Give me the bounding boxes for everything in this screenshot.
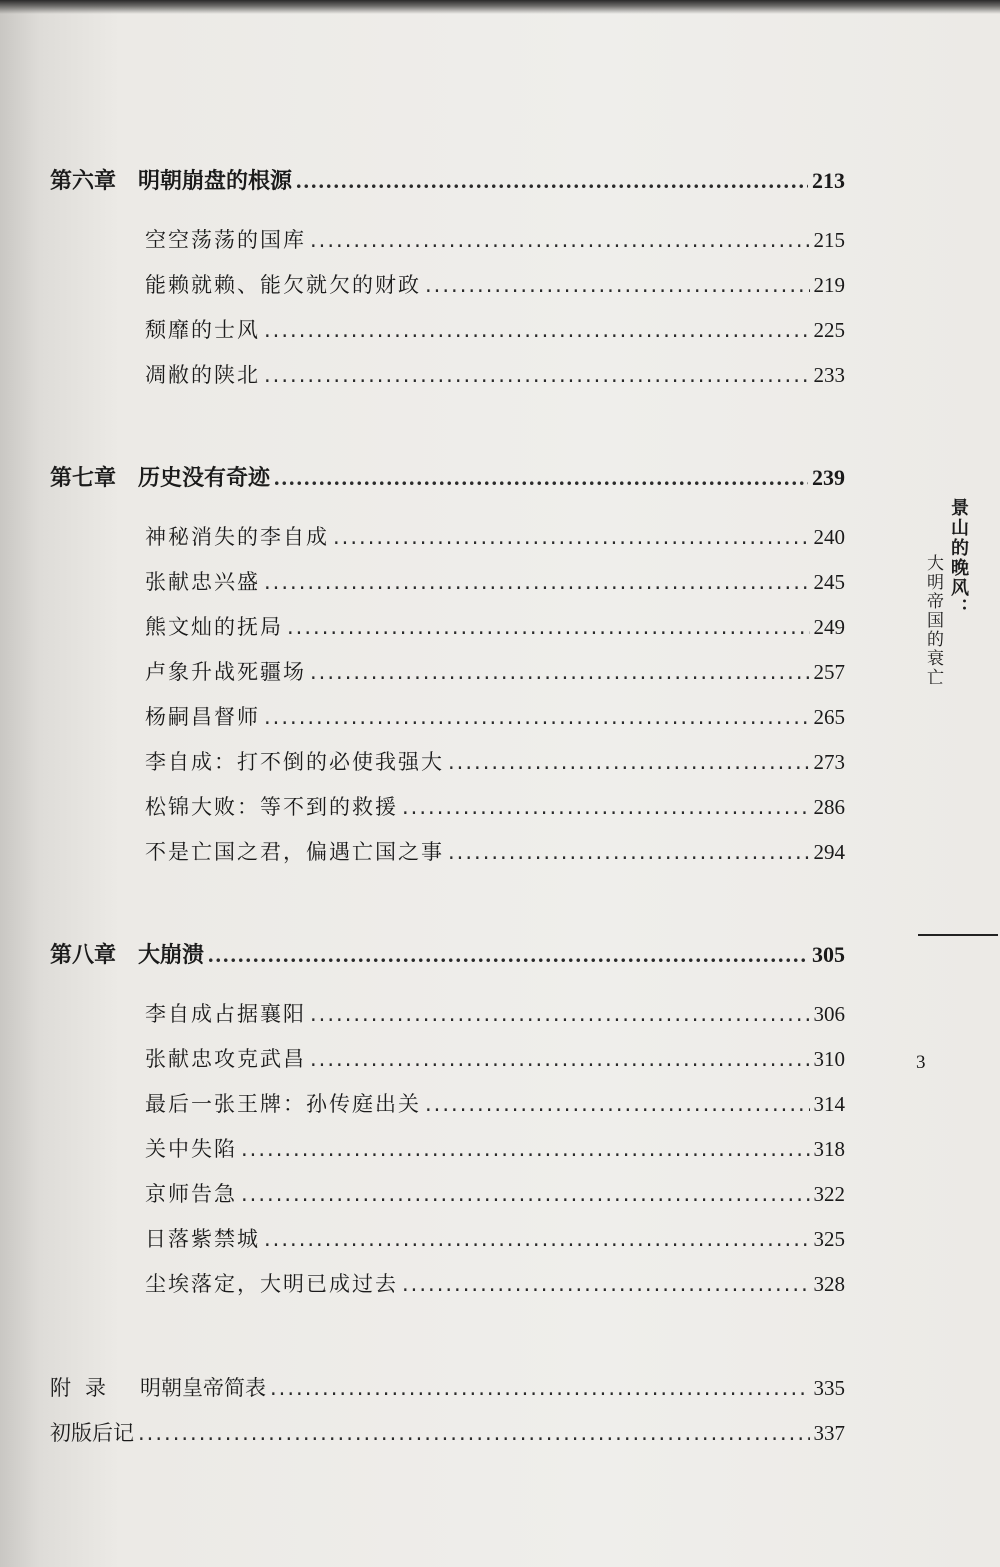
section-page-number: 314 bbox=[813, 1092, 845, 1116]
section-page-number: 215 bbox=[813, 228, 845, 252]
section-title: 最后一张王牌：孙传庭出关 bbox=[145, 1092, 421, 1116]
chapter-page-number: 239 bbox=[812, 465, 845, 490]
dot-leader bbox=[264, 318, 810, 342]
section-title: 李自成：打不倒的必使我强大 bbox=[145, 750, 444, 774]
toc-section[interactable] bbox=[145, 1268, 845, 1298]
section-page-number: 257 bbox=[813, 660, 845, 684]
dot-leader bbox=[241, 1182, 810, 1206]
toc-section[interactable] bbox=[145, 1088, 845, 1118]
section-page-number: 245 bbox=[813, 570, 845, 594]
dot-leader bbox=[296, 168, 808, 194]
section-page-number: 328 bbox=[813, 1272, 845, 1296]
chapter-title: 历史没有奇迹 bbox=[138, 465, 271, 490]
section-page-number: 273 bbox=[813, 750, 845, 774]
section-page-number: 294 bbox=[813, 840, 845, 864]
section-title: 卢象升战死疆场 bbox=[145, 660, 306, 684]
dot-leader bbox=[287, 615, 810, 639]
section-title: 京师告急 bbox=[145, 1182, 237, 1206]
book-title: 景山的晚风： bbox=[948, 498, 969, 618]
chapter-page-number: 213 bbox=[812, 168, 845, 193]
section-title: 空空荡荡的国库 bbox=[145, 228, 306, 252]
dot-leader bbox=[138, 1421, 810, 1445]
toc-section[interactable] bbox=[145, 611, 845, 641]
dot-leader bbox=[425, 1092, 810, 1116]
section-title: 颓靡的士风 bbox=[145, 318, 260, 342]
toc-section[interactable] bbox=[145, 656, 845, 686]
toc-chapter-8[interactable] bbox=[50, 938, 845, 969]
toc-section[interactable] bbox=[145, 791, 845, 821]
toc-section[interactable] bbox=[145, 746, 845, 776]
section-title: 杨嗣昌督师 bbox=[145, 705, 260, 729]
dot-leader bbox=[448, 840, 810, 864]
running-header bbox=[922, 498, 982, 728]
dot-leader bbox=[310, 660, 810, 684]
dot-leader bbox=[264, 363, 810, 387]
dot-leader bbox=[310, 228, 810, 252]
section-title: 李自成占据襄阳 bbox=[145, 1002, 306, 1026]
chapter-title: 明朝崩盘的根源 bbox=[138, 168, 293, 193]
dot-leader bbox=[274, 465, 808, 491]
section-page-number: 306 bbox=[813, 1002, 845, 1026]
chapter-label: 第七章 bbox=[50, 465, 117, 490]
page-number: 3 bbox=[916, 1052, 926, 1073]
appendix-title: 明朝皇帝简表 bbox=[140, 1376, 266, 1400]
toc-section[interactable] bbox=[145, 1133, 845, 1163]
appendix-label: 附录 bbox=[50, 1376, 120, 1400]
dot-leader bbox=[264, 1227, 810, 1251]
dot-leader bbox=[264, 705, 810, 729]
toc-chapter-6[interactable] bbox=[50, 164, 845, 195]
section-page-number: 318 bbox=[813, 1137, 845, 1161]
section-page-number: 265 bbox=[813, 705, 845, 729]
section-title: 张献忠攻克武昌 bbox=[145, 1047, 306, 1071]
dot-leader bbox=[310, 1002, 810, 1026]
afterword-title: 初版后记 bbox=[50, 1421, 134, 1445]
section-title: 关中失陷 bbox=[145, 1137, 237, 1161]
section-title: 能赖就赖、能欠就欠的财政 bbox=[145, 273, 421, 297]
toc-section[interactable] bbox=[145, 521, 845, 551]
section-title: 日落紫禁城 bbox=[145, 1227, 260, 1251]
chapter-label: 第六章 bbox=[50, 168, 117, 193]
section-page-number: 286 bbox=[813, 795, 845, 819]
dot-leader bbox=[270, 1376, 810, 1400]
chapter-page-number: 305 bbox=[812, 942, 845, 967]
section-page-number: 249 bbox=[813, 615, 845, 639]
dot-leader bbox=[425, 273, 810, 297]
section-page-number: 325 bbox=[813, 1227, 845, 1251]
section-page-number: 225 bbox=[813, 318, 845, 342]
toc-section[interactable] bbox=[145, 314, 845, 344]
toc-section[interactable] bbox=[145, 269, 845, 299]
dot-leader bbox=[448, 750, 810, 774]
toc-chapter-7[interactable] bbox=[50, 461, 845, 492]
dot-leader bbox=[241, 1137, 810, 1161]
toc-afterword[interactable] bbox=[50, 1417, 845, 1447]
toc-section[interactable] bbox=[145, 998, 845, 1028]
section-page-number: 219 bbox=[813, 273, 845, 297]
book-subtitle: 大明帝国的衰亡 bbox=[923, 554, 943, 687]
toc-section[interactable] bbox=[145, 701, 845, 731]
dot-leader bbox=[208, 942, 808, 968]
toc-section[interactable] bbox=[145, 836, 845, 866]
side-divider bbox=[918, 934, 998, 936]
section-title: 不是亡国之君，偏遇亡国之事 bbox=[145, 840, 444, 864]
section-page-number: 322 bbox=[813, 1182, 845, 1206]
section-page-number: 233 bbox=[813, 363, 845, 387]
toc-appendix[interactable] bbox=[50, 1372, 845, 1402]
dot-leader bbox=[402, 1272, 810, 1296]
dot-leader bbox=[264, 570, 810, 594]
toc-section[interactable] bbox=[145, 1223, 845, 1253]
toc-section[interactable] bbox=[145, 224, 845, 254]
section-page-number: 310 bbox=[813, 1047, 845, 1071]
toc-section[interactable] bbox=[145, 1178, 845, 1208]
toc-section[interactable] bbox=[145, 1043, 845, 1073]
section-title: 张献忠兴盛 bbox=[145, 570, 260, 594]
afterword-page-number: 337 bbox=[813, 1421, 845, 1445]
dot-leader bbox=[402, 795, 810, 819]
dot-leader bbox=[333, 525, 810, 549]
section-page-number: 240 bbox=[813, 525, 845, 549]
chapter-label: 第八章 bbox=[50, 942, 117, 967]
toc-section[interactable] bbox=[145, 359, 845, 389]
section-title: 熊文灿的抚局 bbox=[145, 615, 283, 639]
section-title: 尘埃落定，大明已成过去 bbox=[145, 1272, 398, 1296]
chapter-title: 大崩溃 bbox=[138, 942, 205, 967]
section-title: 凋敝的陕北 bbox=[145, 363, 260, 387]
section-title: 松锦大败：等不到的救援 bbox=[145, 795, 398, 819]
section-title: 神秘消失的李自成 bbox=[145, 525, 329, 549]
toc-section[interactable] bbox=[145, 566, 845, 596]
dot-leader bbox=[310, 1047, 810, 1071]
appendix-page-number: 335 bbox=[813, 1376, 845, 1400]
